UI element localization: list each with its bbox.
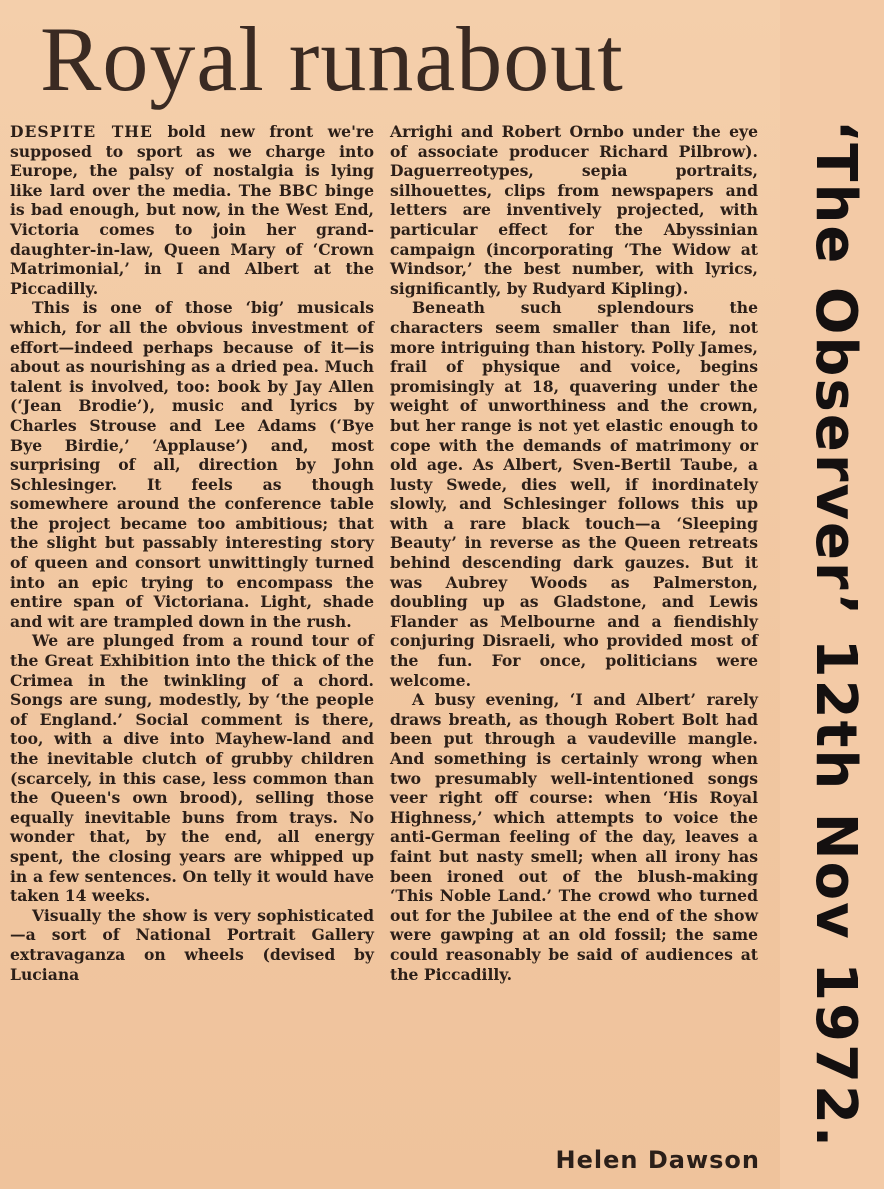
article-byline: Helen Dawson: [555, 1146, 760, 1174]
article-column-left: [10, 122, 374, 984]
paragraph: This is one of those ‘big’ musicals which, for all the obvious investment of effort—indeed perhaps because of it—is about as nourishing as a dried pea. Much talent is involved, too: book by Jay Allen (‘Jean Brodie’), music and lyrics by Charles Strouse and Lee Adams (‘Bye Bye Birdie,’ ‘Applause’) and, most surprising of all, direction by John Schlesinger. It feels as though somewhere around the conference table the project became too ambitious; that the slight but passably interesting story of queen and consort unwittingly turned into an epic trying to encompass the entire span of Victoriana. Light, shade and wit are trampled down in the rush.: [10, 298, 374, 631]
paragraph: [10, 122, 374, 298]
paragraph: A busy evening, ‘I and Albert’ rarely draws breath, as though Robert Bolt had been put through a vaudeville mangle. And something is certainly wrong when two presumably well-intentioned songs veer right off course: when ‘His Royal Highness,’ which attempts to voice the anti-German feeling of the day, leaves a faint but nasty smell; when all irony has been ironed out of the blush-making ‘This Noble Land.’ The crowd who turned out for the Jubilee at the end of the show were gawping at an old fossil; the same could reasonably be said of audiences at the Piccadilly.: [390, 690, 758, 984]
paragraph-text: bold new front we're supposed to sport as we charge into Europe, the palsy of nostalgia is lying like lard over the media. The BBC binge is bad enough, but now, in the West End, Victoria comes to join her grand-daughter-in-law, Queen Mary of ‘Crown Matrimonial,’ in I and Albert at the Piccadilly.: [10, 122, 374, 298]
paragraph-lead-in: DESPITE THE: [10, 122, 153, 141]
paragraph: We are plunged from a round tour of the Great Exhibition into the thick of the Crimea in the twinkling of a chord. Songs are sung, modestly, by ‘the people of England.’ Social comment is there, too, with a dive into Mayhew-land and the inevitable clutch of grubby children (scarcely, in this case, less common than the Queen's own brood), selling those equally inevitable buns from trays. No wonder that, by the end, all energy spent, the closing years are whipped up in a few sentences. On telly it would have taken 14 weeks.: [10, 631, 374, 906]
handwritten-source-note: ‘The Observer’ 12th Nov 1972.: [803, 120, 868, 1150]
paragraph: Beneath such splendours the characters seem smaller than life, not more intriguing than history. Polly James, frail of physique and voice, begins promisingly at 18, quavering under the weight of unworthiness and the crown, but her range is not yet elastic enough to cope with the demands of matrimony or old age. As Albert, Sven-Bertil Taube, a lusty Swede, dies well, if inordinately slowly, and Schlesinger follows this up with a rare black touch—a ‘Sleeping Beauty’ in reverse as the Queen retreats behind descending dark gauzes. But it was Aubrey Woods as Palmerston, doubling up as Gladstone, and Lewis Flander as Melbourne and a fiendishly conjuring Disraeli, who provided most of the fun. For once, politicians were welcome.: [390, 298, 758, 690]
paragraph: Visually the show is very sophisticated—a sort of National Portrait Gallery extravaganza on wheels (devised by Luciana: [10, 905, 374, 984]
paragraph: Arrighi and Robert Ornbo under the eye of associate producer Richard Pilbrow). Daguerreotypes, sepia portraits, silhouettes, clips from newspapers and letters are inventively projected, with particular effect for the Abyssinian campaign (incorporating ‘The Widow at Windsor,’ the best number, with lyrics, significantly, by Rudyard Kipling).: [390, 122, 758, 298]
article-headline: Royal runabout: [40, 8, 624, 110]
article-column-right: [390, 122, 758, 984]
